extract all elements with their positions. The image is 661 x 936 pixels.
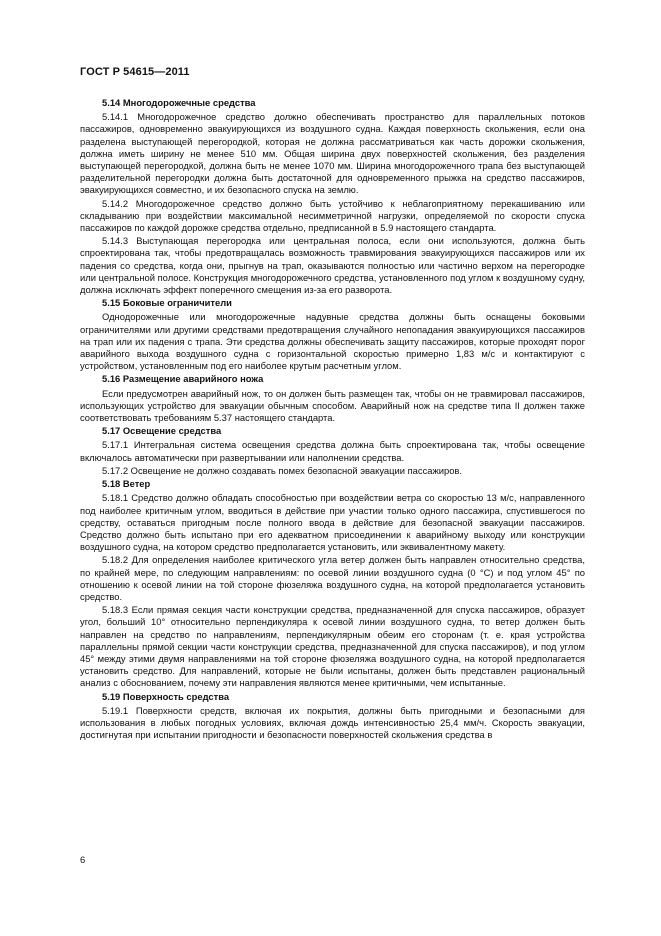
section-heading: 5.16 Размещение аварийного ножа (102, 373, 264, 385)
paragraph: 5.18.2 Для определения наиболее критического угла ветер должен быть направлен относительно средства, по крайней мере, по следующим направлениям: по осевой линии воздушного судна (0 °С) и под углом 45° по отношению к осевой линии на той стороне фюзеляжа воздушного судна, на которой предполагается установить средство. (80, 554, 585, 602)
paragraph: 5.18.3 Если прямая секция части конструкции средства, предназначенной для спуска пассажиров, образует угол, больший 10° относительно перпендикуляра к осевой линии воздушного судна, то ветер должен быть направлен на средство по направлениям, перпендикулярным обеим его сторонам (т. е. края устройства параллельны прямой секции части конструкции средства, предназначенной для спуска пассажиров), и под углом 45° между этими двумя направлениями на той стороне фюзеляжа воздушного судна, на которой предполагается установить средство. Для направлений, которые не были испытаны, должен быть представлен рациональный анализ с обоснованием, почему эти направления являются менее критичными, чем испытанные. (80, 604, 585, 689)
page-number: 6 (80, 854, 86, 865)
section-heading: 5.15 Боковые ограничители (102, 297, 232, 309)
section-heading: 5.18 Ветер (102, 478, 151, 490)
paragraph: 5.17.1 Интегральная система освещения средства должна быть спроектирована так, чтобы освещение включалось автоматически при развертывании или наполнении средства. (80, 439, 585, 463)
section-heading: 5.19 Поверхность средства (102, 690, 230, 702)
section-heading: 5.17 Освещение средства (102, 425, 222, 437)
document-header: ГОСТ Р 54615—2011 (80, 66, 190, 78)
section-5-19 (80, 691, 585, 742)
section-heading: 5.14 Многодорожечные средства (102, 97, 256, 108)
paragraph: Если предусмотрен аварийный нож, то он должен быть размещен так, чтобы он не травмировал пассажиров, использующих устройство для эвакуации обычным способом. Аварийный нож на средстве типа II должен также соответствовать требованиям 5.37 настоящего стандарта. (80, 387, 585, 424)
section-5-15 (80, 297, 585, 372)
paragraph: 5.14.1 Многодорожечное средство должно обеспечивать пространство для параллельных потоков пассажиров, одновременно эвакуирующихся из воздушного судна. Каждая поверхность скольжения, если она разделена выступающей перегородкой, которая не должна рассматриваться как часть дорожки скольжения, должна иметь ширину не менее 510 мм. Общая ширина двух поверхностей скольжения, без разделения выступающей перегородкой, должна быть не менее 1070 мм. Ширина многодорожечного трапа без выступающей разделительной перегородки должна быть достаточной для одновременного прыжка на средство пассажиров, эвакуирующихся совместно, и их безопасного спуска на землю. (80, 111, 585, 196)
paragraph: 5.18.1 Средство должно обладать способностью при воздействии ветра со скоростью 13 м/с, направленного под наиболее критичным углом, вводиться в действие при участии только одного пассажира, спустившегося по средству, оставаться пригодным после полного ввода в действие для безопасной эвакуации пассажиров. Средство должно быть испытано при его адекватном присоединении к аварийному выходу или конструкции воздушного судна, на котором средство предполагается установить, или эквивалентному макету. (80, 492, 585, 553)
document-body (80, 97, 585, 742)
paragraph: 5.17.2 Освещение не должно создавать помех безопасной эвакуации пассажиров. (102, 464, 462, 476)
paragraph: 5.19.1 Поверхности средств, включая их покрытия, должны быть пригодными и безопасными для использования в любых погодных условиях, включая дождь интенсивностью 25,4 мм/ч. Скорость эвакуации, достигнутая при испытании пригодности и безопасности поверхностей скольжения средства в (80, 704, 585, 741)
paragraph: 5.14.2 Многодорожечное средство должно быть устойчиво к неблагоприятному перекашиванию или складыванию при воздействии максимальной несимметричной нагрузки, определяемой по скорости спуска пассажиров по каждой дорожке средства отдельно, предписанной в 5.9 настоящего стандарта. (80, 197, 585, 234)
section-5-14 (80, 97, 585, 296)
section-5-16 (80, 373, 585, 424)
section-5-18 (80, 478, 585, 689)
section-5-17 (80, 425, 585, 477)
paragraph: 5.14.3 Выступающая перегородка или центральная полоса, если они используются, должна быть спроектирована так, чтобы предотвращалась возможность травмирования эвакуирующихся пассажиров или их падения со средства, когда они, прыгнув на трап, оказываются полностью или частично верхом на перегородке или центральной полосе. Конструкция многодорожечного средства, установленного под углом к воздушному судну, должна исключать эффект поперечного смещения из-за его разворота. (80, 235, 585, 296)
paragraph: Однодорожечные или многодорожечные надувные средства должны быть оснащены боковыми ограничителями или другими средствами предотвращения случайного непопадания эвакуирующихся пассажиров на трап или их падения с трапа. Эти средства должны обеспечивать защиту пассажиров, которые проходят порог аварийного выхода воздушного судна с горизонтальной скоростью примерно 1,83 м/с и контактируют с устройством, установленным под его наиболее крутым расчетным углом. (80, 311, 585, 372)
